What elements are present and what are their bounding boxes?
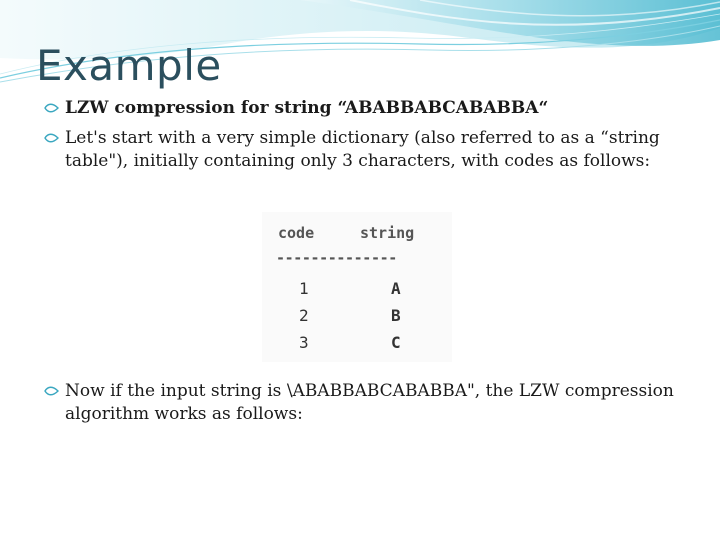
- bullet-text: Now if the input string is \ABABBABCABABBA", the LZW compression algorithm works as follows:: [65, 381, 674, 424]
- bullet-text: Let's start with a very simple dictionary (also referred to as a “string table"), initially containing only 3 characters, with codes as follows:: [65, 128, 660, 171]
- bullet-arrow-icon: [44, 132, 59, 144]
- bullet-arrow-icon: [44, 102, 59, 114]
- bullet-algorithm-intro: [44, 380, 694, 426]
- table-cell-code: 1: [299, 279, 309, 298]
- table-cell-string: C: [391, 333, 401, 352]
- table-rule: --------------: [276, 249, 397, 267]
- bullet-dictionary-intro: [44, 127, 694, 173]
- bullet-arrow-icon: [44, 385, 59, 397]
- table-cell-string: B: [391, 306, 401, 325]
- bullet-text: LZW compression for string “ABABBABCABABBA“: [65, 98, 549, 118]
- slide-title: Example: [36, 41, 222, 90]
- bullet-lzw-string: [44, 97, 694, 120]
- table-header-code: code: [278, 224, 315, 242]
- table-cell-code: 2: [299, 306, 309, 325]
- table-cell-string: A: [391, 279, 401, 298]
- dictionary-table: [262, 212, 452, 362]
- table-cell-code: 3: [299, 333, 309, 352]
- table-header-string: string: [360, 224, 415, 242]
